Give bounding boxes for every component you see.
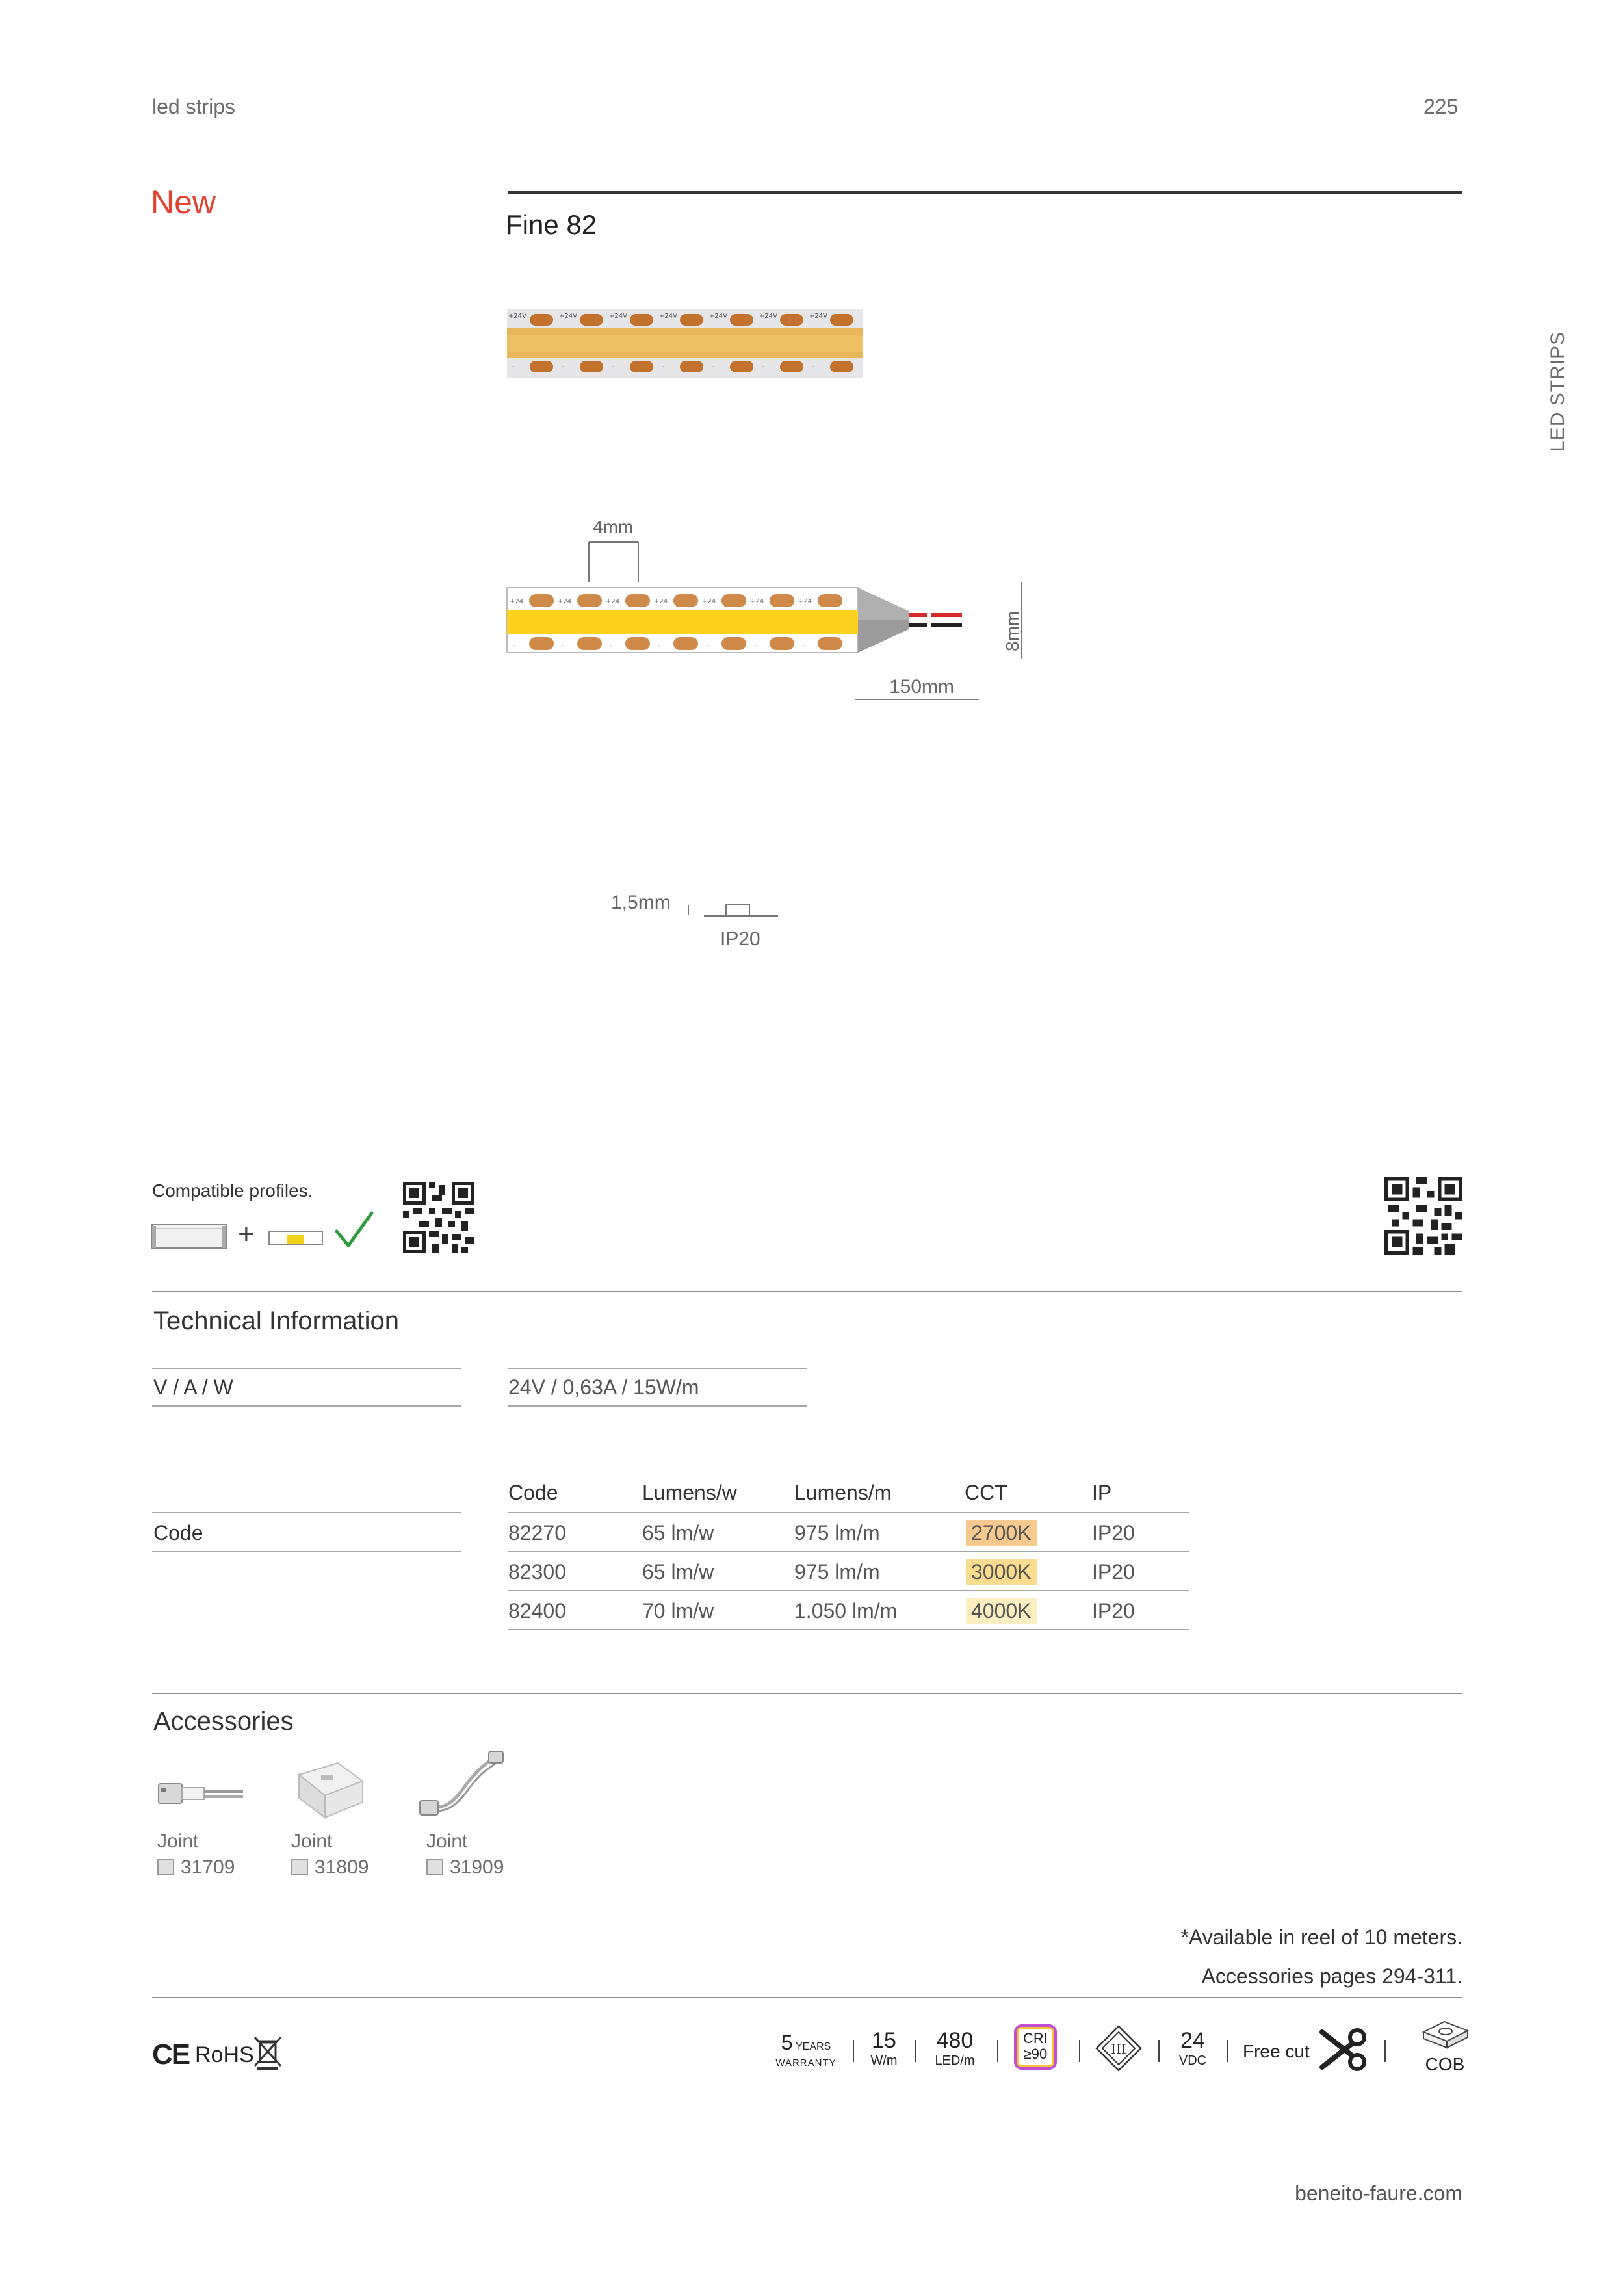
cct-badge: 3000K [966, 1559, 1037, 1585]
vaw-label: V / A / W [153, 1376, 233, 1399]
joint-connector-image [155, 1768, 246, 1820]
led-strip-photo [507, 309, 863, 378]
rohs-mark: RoHS [195, 2042, 254, 2067]
svg-text:+24V: +24V [559, 313, 577, 320]
new-badge: New [151, 184, 216, 220]
pitch-dimension-label: 4mm [593, 517, 634, 537]
vaw-value-rule-top [508, 1368, 807, 1369]
table-cell-lumens-w: 65 lm/w [642, 1560, 714, 1584]
scissors-icon [1319, 2027, 1368, 2072]
cob-label: COB [1425, 2054, 1465, 2074]
table-cell-ip: IP20 [1092, 1521, 1135, 1545]
table-cell-code: 82300 [508, 1560, 566, 1584]
cct-badge: 4000K [966, 1598, 1037, 1624]
table-cell-lumens-m: 975 lm/m [794, 1521, 880, 1545]
accessory-code [157, 1857, 235, 1879]
vaw-value-rule-bottom [508, 1405, 807, 1407]
power-icon: 15 W/m [870, 2028, 898, 2068]
svg-text:+24: +24 [654, 598, 668, 605]
svg-text:-: - [712, 363, 715, 371]
icon-separator [1158, 2040, 1160, 2062]
svg-text:-: - [812, 363, 815, 371]
code-label: Code [153, 1521, 203, 1545]
code-rule-top [152, 1512, 461, 1513]
svg-text:-: - [562, 642, 564, 649]
svg-text:+24V: +24V [609, 313, 627, 320]
class-iii-icon [1095, 2024, 1143, 2072]
table-cell-lumens-w: 70 lm/w [642, 1599, 714, 1623]
table-row-rule [508, 1590, 1189, 1591]
strip-section-icon [268, 1229, 324, 1247]
compatible-plus: + [238, 1218, 255, 1250]
warranty-icon: 5 YEARS WARRANTY [775, 2031, 837, 2068]
table-cell-lumens-w: 65 lm/w [642, 1521, 714, 1545]
title-rule [508, 191, 1462, 194]
accessory-label: Joint [426, 1831, 468, 1852]
svg-text:+24V: +24V [809, 313, 827, 320]
icon-separator [915, 2040, 916, 2062]
drawing-minus-label: - [513, 642, 516, 649]
cable-dimension-label: 150mm [889, 676, 955, 698]
svg-text:+24: +24 [798, 598, 812, 605]
svg-text:III: III [1111, 2041, 1126, 2057]
table-cell-lumens-m: 975 lm/m [794, 1560, 880, 1584]
svg-text:-: - [706, 642, 708, 649]
table-header-rule [508, 1512, 1189, 1513]
icon-separator [1384, 2040, 1386, 2062]
ce-mark: CE [152, 2039, 190, 2070]
accessory-label: Joint [291, 1831, 333, 1852]
column-header-ip: IP [1092, 1481, 1112, 1504]
accessory-code [426, 1857, 504, 1879]
svg-text:-: - [754, 642, 757, 649]
code-rule-bottom [152, 1551, 461, 1552]
column-header-lumens-w: Lumens/w [642, 1481, 737, 1504]
svg-text:+24V: +24V [709, 313, 727, 320]
svg-text:+24: +24 [558, 598, 572, 605]
product-title: Fine 82 [506, 209, 597, 240]
column-header-cct: CCT [965, 1481, 1007, 1504]
accessory-code-text: 31809 [315, 1857, 369, 1878]
profile-icon [151, 1220, 229, 1252]
svg-text:-: - [612, 363, 615, 371]
svg-text:+24: +24 [750, 598, 764, 605]
svg-text:-: - [662, 363, 665, 371]
accessories-pages-note: Accessories pages 294-311. [1201, 1964, 1462, 1988]
cri-icon: CRI ≥90 [1014, 2024, 1057, 2070]
checkbox-icon[interactable] [157, 1859, 174, 1875]
table-row-rule [508, 1551, 1189, 1552]
accessories-section-title: Accessories [153, 1707, 294, 1736]
free-cut-label: Free cut [1243, 2041, 1310, 2061]
voltage-icon: 24 VDC [1178, 2028, 1207, 2068]
svg-text:-: - [802, 642, 805, 649]
joint-cable-image [416, 1749, 507, 1827]
table-cell-ip: IP20 [1092, 1560, 1135, 1584]
compatible-profiles-label: Compatible profiles. [152, 1181, 313, 1201]
svg-text:-: - [762, 363, 765, 371]
icon-separator [1079, 2040, 1080, 2062]
svg-text:+24: +24 [702, 598, 716, 605]
column-header-code: Code [508, 1481, 558, 1504]
table-cell-code: 82270 [508, 1521, 566, 1545]
joint-connector-image [286, 1755, 370, 1827]
table-cell-code: 82400 [508, 1599, 566, 1623]
svg-text:-: - [610, 642, 612, 649]
accessory-label: Joint [157, 1831, 199, 1852]
vaw-rule-top [152, 1368, 461, 1369]
qr-code-icon [403, 1182, 474, 1253]
led-density-icon: 480 LED/m [935, 2028, 975, 2068]
svg-text:-: - [562, 363, 565, 371]
profile-section-drawing [686, 901, 783, 920]
checkbox-icon[interactable] [291, 1859, 308, 1875]
vaw-value: 24V / 0,63A / 15W/m [508, 1376, 699, 1399]
technical-section-title: Technical Information [153, 1307, 399, 1335]
icon-separator [997, 2040, 998, 2062]
reel-note: *Available in reel of 10 meters. [1180, 1925, 1462, 1949]
section-divider [152, 1291, 1462, 1292]
ip-rating-label: IP20 [720, 928, 760, 950]
page-number: 225 [1423, 95, 1459, 118]
drawing-plus-label: +24 [510, 598, 524, 605]
table-cell-ip: IP20 [1092, 1599, 1135, 1623]
checkbox-icon[interactable] [426, 1859, 443, 1875]
section-divider [152, 1997, 1462, 1998]
column-header-lumens-m: Lumens/m [794, 1481, 892, 1504]
led-strip-drawing [504, 540, 1050, 702]
section-divider [152, 1693, 1462, 1694]
icon-separator [1227, 2040, 1228, 2062]
accessory-code [291, 1857, 369, 1879]
table-row-rule [508, 1629, 1189, 1630]
vaw-rule-bottom [152, 1405, 461, 1407]
cob-chip-icon [1418, 2019, 1472, 2050]
table-cell-lumens-m: 1.050 lm/m [794, 1599, 898, 1623]
qr-code-icon [1384, 1177, 1462, 1255]
thickness-label: 1,5mm [611, 892, 671, 913]
icon-separator [853, 2040, 854, 2062]
svg-text:+24V: +24V [759, 313, 777, 320]
svg-text:+24: +24 [606, 598, 620, 605]
accessory-code-text: 31909 [450, 1857, 504, 1878]
website-link[interactable]: beneito-faure.com [1295, 2182, 1462, 2205]
accessory-code-text: 31709 [181, 1857, 235, 1878]
svg-text:+24V: +24V [659, 313, 677, 320]
cct-badge: 2700K [966, 1520, 1037, 1546]
checkmark-icon [333, 1209, 376, 1251]
width-dimension-label: 8mm [1002, 610, 1022, 651]
svg-text:-: - [512, 363, 515, 371]
running-header: led strips [152, 95, 236, 118]
weee-bin-icon [252, 2035, 283, 2071]
photo-plus-label: +24V [508, 313, 526, 320]
side-tab-label: LED STRIPS [1547, 331, 1568, 452]
svg-text:-: - [658, 642, 660, 649]
